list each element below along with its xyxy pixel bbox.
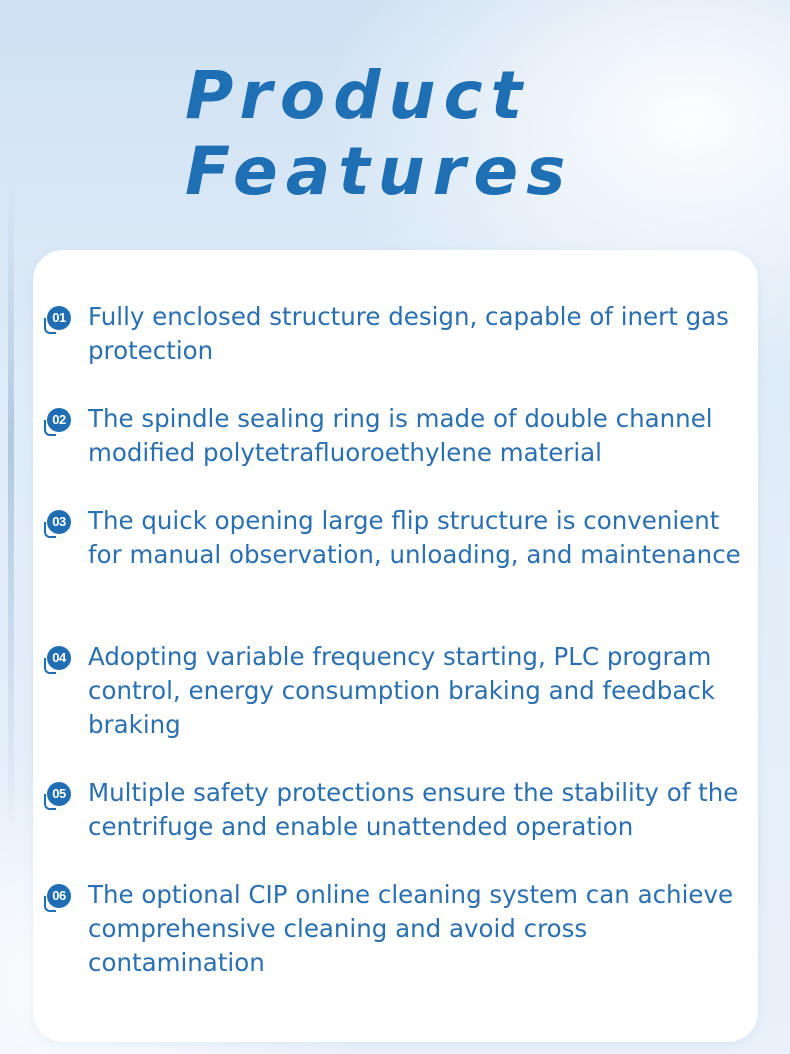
page-title [185,58,573,210]
number-badge-icon: 06 [47,884,73,910]
title-line-2: Features [185,133,574,210]
features-card [33,250,758,1042]
feature-text: The quick opening large flip structure is convenient for manual observation, unloading, and maintenance [88,506,741,569]
background-light-streak [8,180,14,840]
feature-text: The optional CIP online cleaning system can achieve comprehensive cleaning and avoid cross contamination [88,880,734,977]
title-line-1: Product [185,57,531,134]
number-badge-icon: 02 [47,408,73,434]
number-badge-icon: 04 [47,646,73,672]
feature-text: Adopting variable frequency starting, PLC program control, energy consumption braking and feedback braking [88,642,715,739]
number-badge-icon: 01 [47,306,73,332]
feature-text: The spindle sealing ring is made of double channel modified polytetrafluoroethylene material [88,404,713,467]
feature-text: Fully enclosed structure design, capable of inert gas protection [88,302,729,365]
number-badge-icon: 03 [47,510,73,536]
number-badge-icon: 05 [47,782,73,808]
feature-text: Multiple safety protections ensure the stability of the centrifuge and enable unattended operation [88,778,739,841]
